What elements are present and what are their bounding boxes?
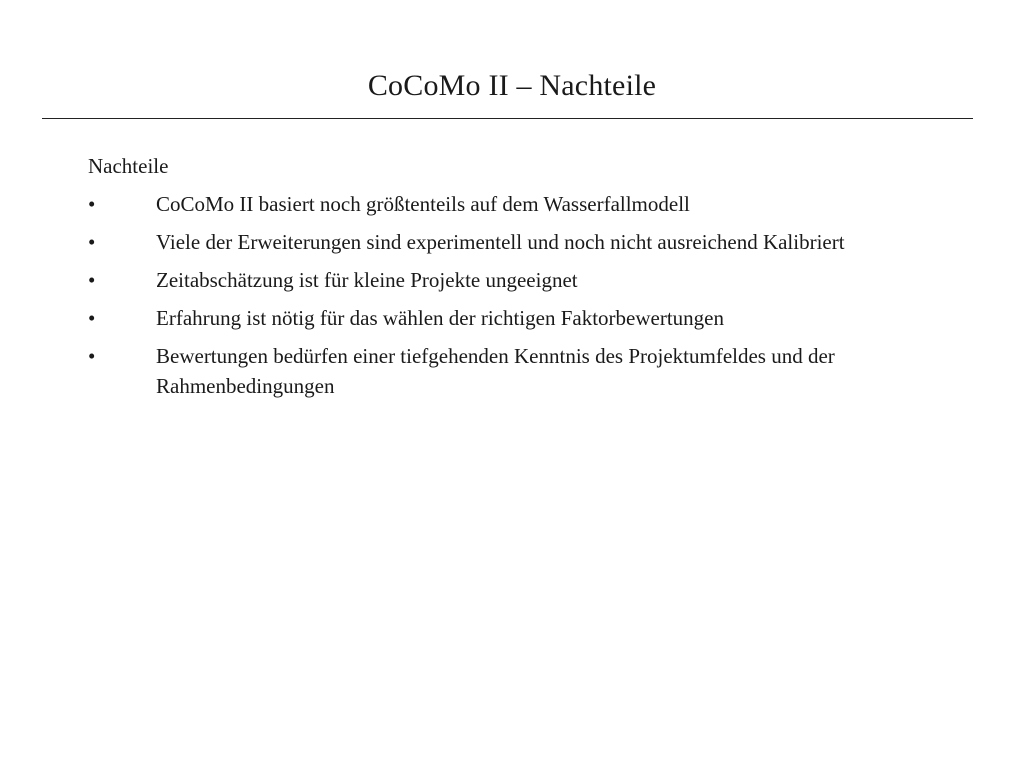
- slide-body: [88, 151, 948, 409]
- bullet-item: [88, 303, 948, 333]
- slide-title: CoCoMo II – Nachteile: [367, 69, 657, 102]
- bullet-icon: •: [88, 306, 96, 330]
- bullet-list: [88, 189, 948, 401]
- bullet-icon: •: [88, 268, 96, 292]
- bullet-text: Viele der Erweiterungen sind experimentell und noch nicht ausreichend Kalibriert: [156, 230, 845, 254]
- bullet-icon: •: [88, 192, 96, 216]
- bullet-item: [88, 265, 948, 295]
- bullet-item: [88, 227, 948, 257]
- bullet-text: Erfahrung ist nötig für das wählen der richtigen Faktorbewertungen: [156, 306, 724, 330]
- section-heading: Nachteile: [88, 154, 169, 178]
- bullet-text: Bewertungen bedürfen einer tiefgehenden Kenntnis des Projektumfeldes und der Rahmenbedingungen: [156, 344, 835, 398]
- bullet-item: [88, 341, 948, 401]
- bullet-icon: •: [88, 344, 96, 368]
- bullet-icon: •: [88, 230, 96, 254]
- bullet-item: [88, 189, 948, 219]
- title-divider: [42, 118, 973, 119]
- bullet-text: CoCoMo II basiert noch größtenteils auf dem Wasserfallmodell: [156, 192, 690, 216]
- bullet-text: Zeitabschätzung ist für kleine Projekte ungeeignet: [156, 268, 578, 292]
